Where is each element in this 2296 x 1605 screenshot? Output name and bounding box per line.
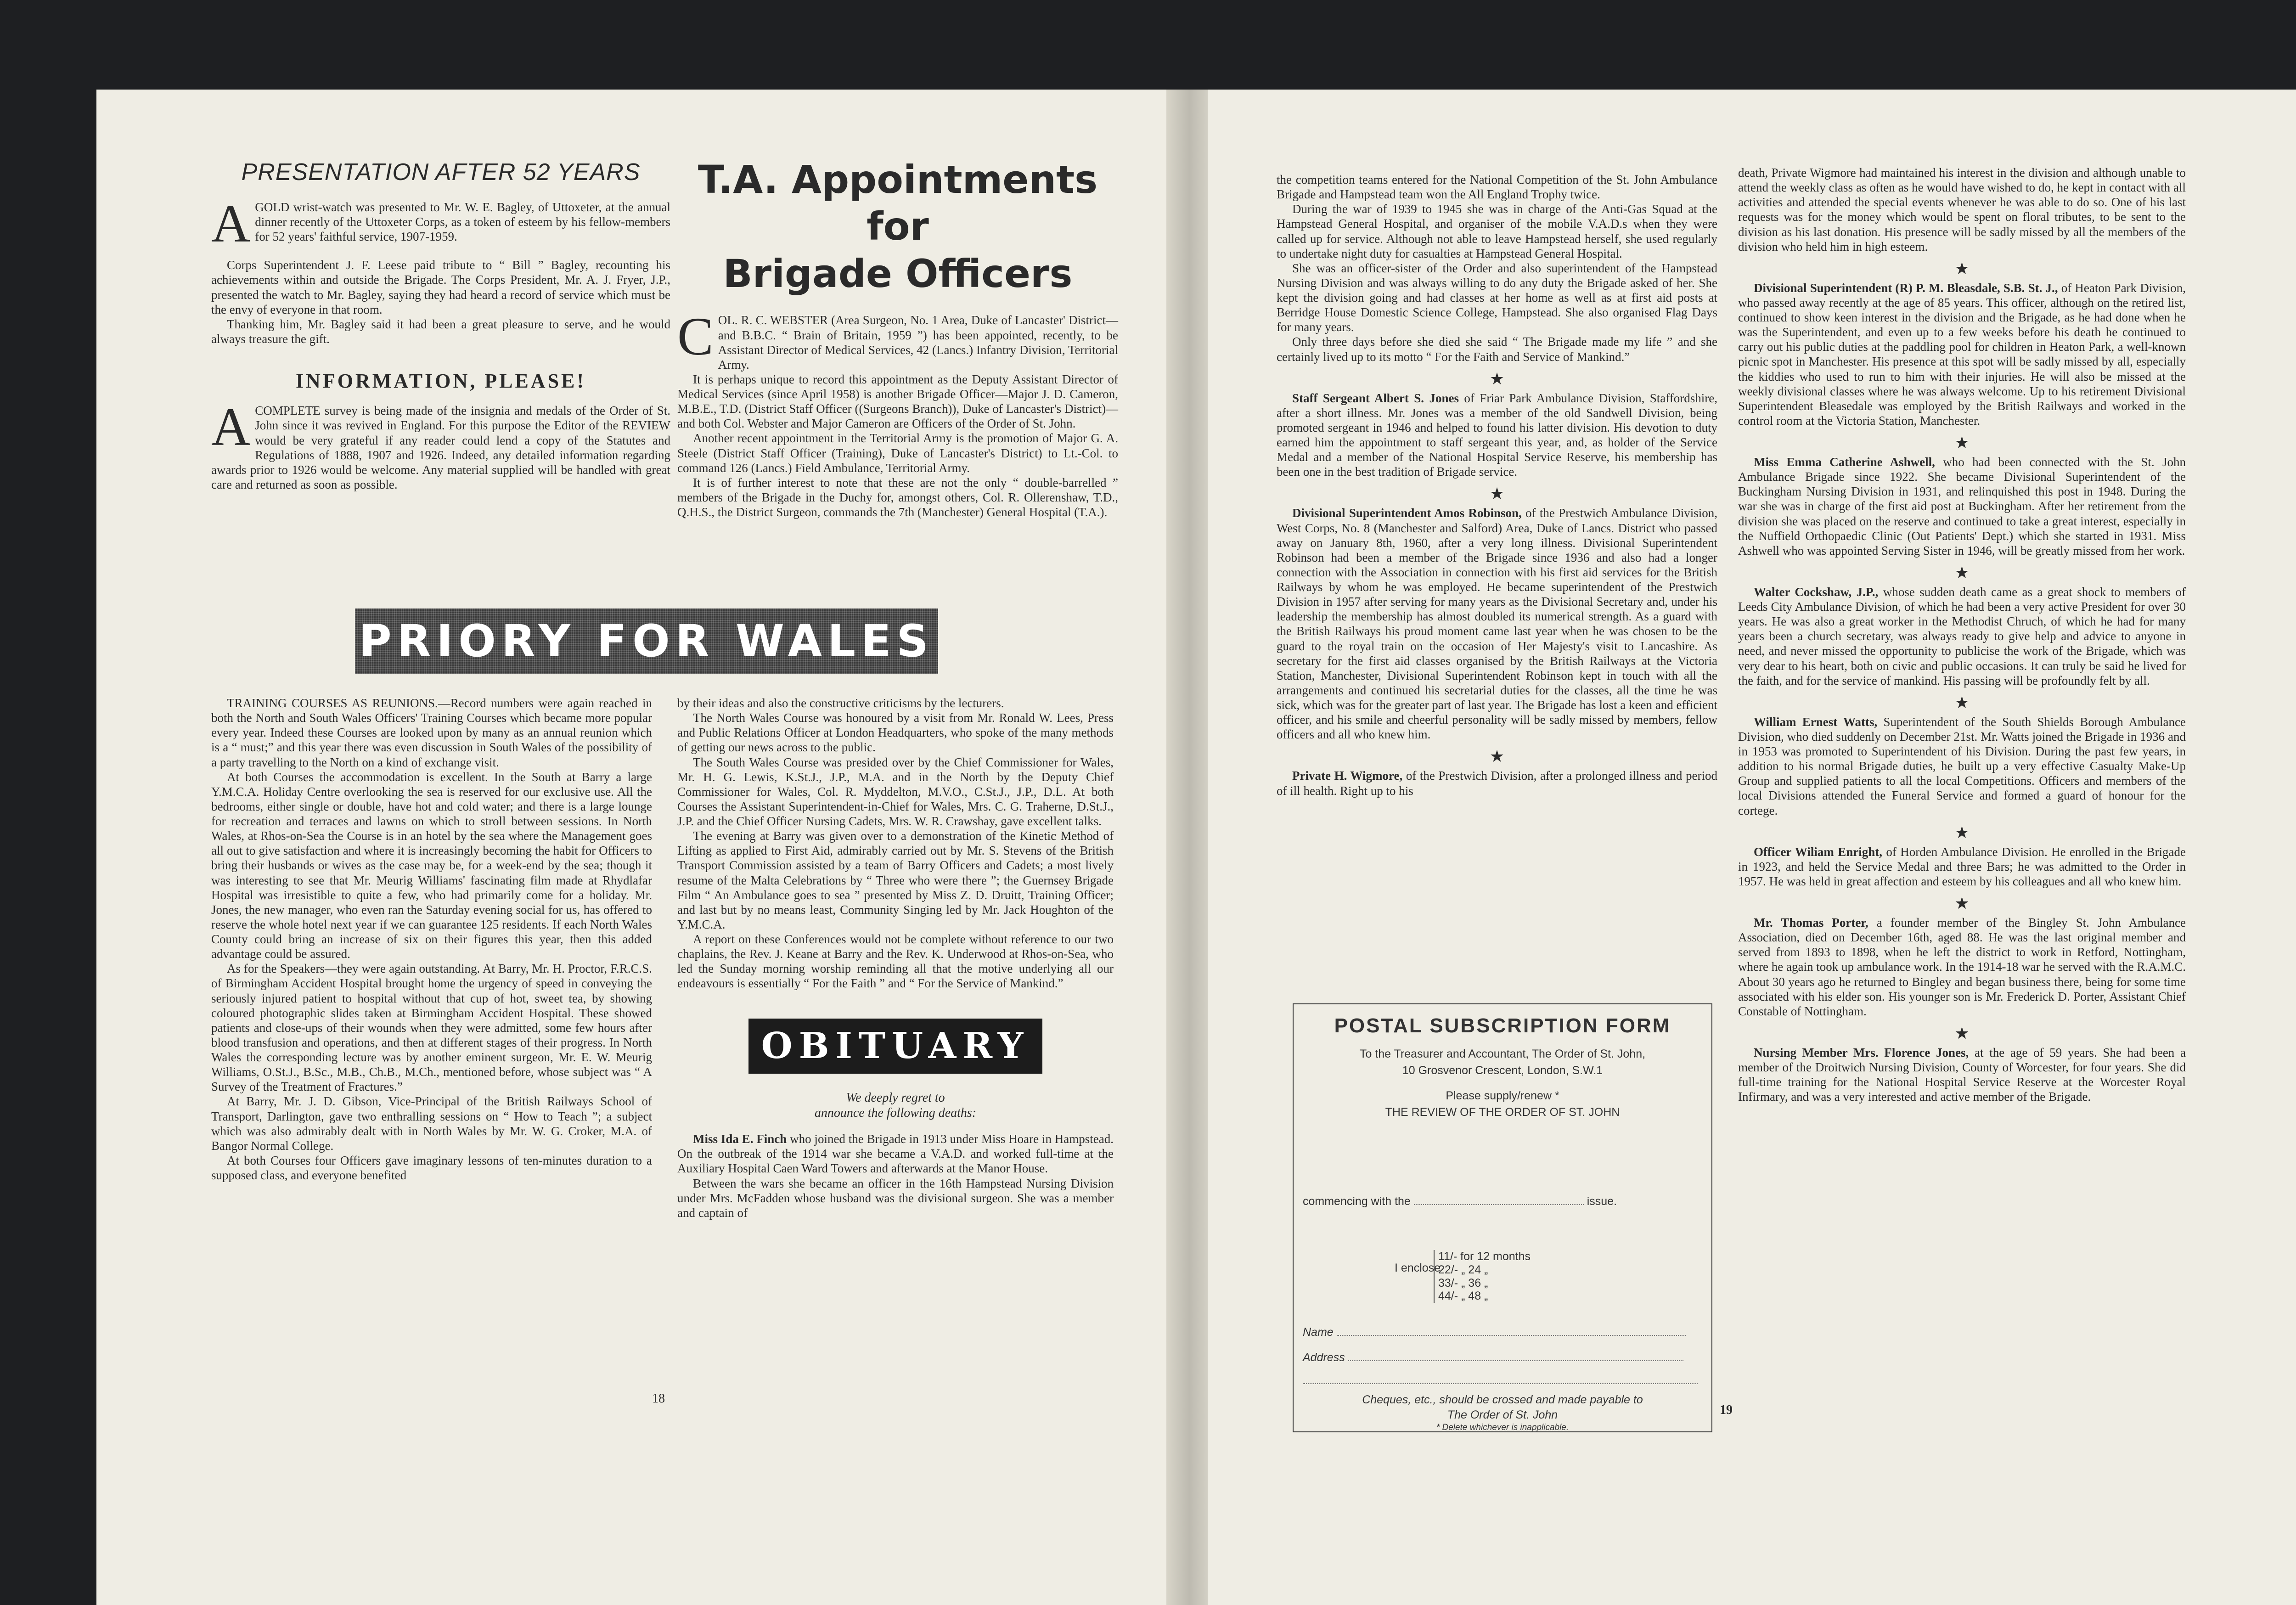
enclose-options xyxy=(1434,1250,1531,1303)
presentation-p1: GOLD wrist-watch was presented to Mr. W. E. Bagley, of Uttoxeter, at the annual dinner recently of the Uttoxeter Corps, as a token of esteem by his fellow-members for 52 years' faithful service, 1907-1959. xyxy=(255,200,670,244)
option-48-months[interactable]: 44/- „ 48 „ xyxy=(1438,1290,1488,1303)
wales-p2: At both Courses the accommodation is excellent. In the South at Barry a large Y.M.C.A. Holiday Centre overlooking the sea is reserved for our exclusive use. All the bedrooms, either single or double, have hot and cold water; and there is a large lounge for recreation and terraces and lawns on which to stroll between sessions. In North Wales, at Rhos-on-Sea the Course is in an hotel by the sea where the Management goes all out to give satisfaction and where it is increasingly becoming the habit for Officers to bring their husbands or wives as the case may be, for a week-end by the sea; though it was interesting to see that Mr. Meurig Williams' fascinating film made at Rhydlafar Hospital was irresistible to quite a few, who had primarily come for a holiday. Mr. Jones, the new manager, who even ran the Saturday evening social for us, has offered to reserve the whole hotel next year if we can guarantee 125 residents. If each North Wales County could bring an increase of six on their figures this year, then this added advantage could be assured. xyxy=(211,770,652,961)
priory-banner: PRIORY FOR WALES xyxy=(355,608,938,674)
presentation-heading: PRESENTATION AFTER 52 YEARS xyxy=(241,159,641,186)
wales-c2-p3: The South Wales Course was presided over by the Chief Commissioner for Wales, Mr. H. G. Lewis, K.St.J., J.P., M.A. and in the North by the Deputy Chief Commissioner for Wales, Col. R. Myddelton, M.V.O., C.St.J., J.P., D.L. At both Courses the Assistant Superintendent-in-Chief for Wales, Mrs. C. G. Traherne, D.St.J., J.P. and the Chief Officer Nursing Cadets, Mrs. W. R. Crawshay, gave excellent talks. xyxy=(677,755,1114,828)
wales-p5: At both Courses four Officers gave imaginary lessons of ten-minutes duration to a supposed class, and everyone benefited xyxy=(211,1153,652,1182)
right-column-1 xyxy=(1277,172,1717,798)
watts-name: William Ernest Watts, xyxy=(1754,715,1878,729)
dropcap: A xyxy=(211,193,251,253)
obituary-banner: OBITUARY xyxy=(748,1019,1042,1074)
issue-field[interactable] xyxy=(1414,1204,1584,1205)
dropcap: C xyxy=(677,306,714,367)
watts-text: Superintendent of the South Shields Borough Ambulance Division, who died suddenly on December 21st. Mr. Watts joined the Brigade in 1936 and in 1953 was promoted to Superintendent of his Division. During the past few years, in addition to his normal Brigade duties, he built up a very effective Casualty Make-Up Group and supplied patients to all the local Competitions. Officers and members of the local Divisions attended the Funeral Service and formed a guard of honour for the cortege. xyxy=(1738,715,2186,817)
cheques-line2: The Order of St. John xyxy=(1447,1408,1558,1421)
wales-p4: At Barry, Mr. J. D. Gibson, Vice-Principal of the British Railways School of Transport, Darlington, gave two enthralling sessions on “ How to Teach ”; a subject which was also admirably dealt with in North Wales by Mr. W. G. Croker, M.A. of Bangor Normal College. xyxy=(211,1094,652,1153)
wales-column-2 xyxy=(677,696,1114,1220)
florence-jones-text: at the age of 59 years. She had been a member of the Droitwich Nursing Division, County of Worcester, for four years. She did full-time training for the National Hospital Service Reserve at the Worcester Royal Infirmary, and was a very interested and active member of the Brigade. xyxy=(1738,1045,2186,1104)
presentation-p3: Thanking him, Mr. Bagley said it had been a great pleasure to serve, and he would always treasure the gift. xyxy=(211,317,670,346)
finch-p2: Between the wars she became an officer in the 16th Hampstead Nursing Division under Mrs. McFadden whose husband was the divisional surgeon. She was a member and captain of xyxy=(677,1176,1114,1220)
commencing-label: commencing with the xyxy=(1303,1195,1411,1208)
jones-text: of Friar Park Ambulance Division, Staffordshire, after a short illness. Mr. Jones was a member of the old Sandwell Division, being promoted sergeant in 1946 and helped to found his latter division. His devotion to duty earned him the appointment to staff sergeant this year, and, as holder of the Service Medal and a member of the National Hospital Service Reserve, his membership has been one in the best tradition of Brigade service. xyxy=(1277,391,1717,479)
presentation-p2: Corps Superintendent J. F. Leese paid tribute to “ Bill ” Bagley, recounting his achievements within and outside the Brigade. The Corps President, Mr. A. J. Fryer, J.P., presented the watch to Mr. Bagley, saying they had heard a record of service which must be the envy of everyone in that room. xyxy=(211,258,670,316)
form-supply-line: Please supply/renew * xyxy=(1446,1089,1559,1102)
regret-line1: We deeply regret to xyxy=(846,1090,945,1105)
cockshaw-name: Walter Cockshaw, J.P., xyxy=(1754,585,1879,599)
right-column-2 xyxy=(1738,165,2186,1104)
wales-c2-p2: The North Wales Course was honoured by a visit from Mr. Ronald W. Lees, Press and Public Relations Officer at London Headquarters, who spoke of the many methods of getting our news across to the public. xyxy=(677,711,1114,755)
enclose-label: I enclose xyxy=(1395,1261,1441,1274)
ta-p4: It is of further interest to note that these are not the only “ double-barrelled ” members of the Brigade in the Duchy for, amongst others, Col. R. Ollerenshaw, T.D., Q.H.S., the District Surgeon, commands the 7th (Manchester) General Hospital (T.A.). xyxy=(677,475,1118,519)
finch-name: Miss Ida E. Finch xyxy=(693,1132,787,1146)
porter-text: a founder member of the Bingley St. John Ambulance Association, died on December 16th, aged 88. He was the last original member and served from 1893 to 1898, when he left the district to work in Retford, Nottingham, where he again took up ambulance work. In the 1914-18 war he served with the R.A.M.C. About 30 years ago he returned to Bingley and began business there, being for some time associated with his elder son. His younger son is Mr. Frederick D. Porter, Assistant Chief Constable of Nottingham. xyxy=(1738,916,2186,1018)
address-row xyxy=(1303,1351,1702,1364)
address-row-2 xyxy=(1303,1374,1702,1387)
wales-c2-p5: A report on these Conferences would not be complete without reference to our two chaplains, the Rev. J. Keane at Barry and the Rev. K. Underwood at Rhos-on-Sea, who led the Sunday morning worship reminding all that the motive underlying all our endeavours is essentially “ For the Faith ” and “ For the Service of Mankind.” xyxy=(677,932,1114,991)
obituary-regret xyxy=(677,1090,1114,1121)
cheques-line1: Cheques, etc., should be crossed and made payable to xyxy=(1362,1393,1643,1406)
delete-note: * Delete whichever is inapplicable. xyxy=(1436,1423,1569,1432)
robinson-name: Divisional Superintendent Amos Robinson, xyxy=(1292,506,1522,520)
wigmore-text: of the Prestwich Division, after a prolonged illness and period of ill health. Right up to his xyxy=(1277,769,1717,798)
wales-p1: TRAINING COURSES AS REUNIONS.—Record numbers were again reached in both the North and South Wales Officers' Training Courses which became more popular every year. Indeed these Courses are looked upon by many as an annual reunion which is a “ must;” and this year there was even discussion in South Wales of the possibility of a party travelling to the North on a kind of exchange visit. xyxy=(211,696,652,769)
porter-name: Mr. Thomas Porter, xyxy=(1754,916,1868,929)
florence-jones-name: Nursing Member Mrs. Florence Jones, xyxy=(1754,1045,1969,1059)
wigmore-cont: death, Private Wigmore had maintained his interest in the division and although unable to attend the weekly class as often as he would have wished to do, he kept in contact with all activities and attended the special events whenever he was able to do so. One of his last requests was for the money which would be spent on floral tributes, to be sent to the division as his last donation. His presence will be sadly missed by all the members of the division who held him in high esteem. xyxy=(1738,166,2186,253)
commencing-row xyxy=(1303,1195,1702,1208)
robinson-text: of the Prestwich Ambulance Division, West Corps, No. 8 (Manchester and Salford) Area, Duke of Lancs. District who passed away on January 8th, 1960, after a very long illness. Divisional Superintendent Robinson had been a member of the Brigade since 1936 and also had a longer connection with the Association in connection with his first aid services for the British Railways by whom he was employed. He became superintendent of the Prestwich Division in 1957 after serving for many years as the Divisional Secretary and, under his leadership the membership has almost doubled its numerical strength. As a guard with the British Railways his proud moment came last year when he was chosen to be the guard to the royal train on the occasion of Her Majesty's visit to Lancashire. As secretary for the first aid classes organised by the British Railways at the Victoria Station, Manchester, Divisional Superintendent Robinson kept in touch with all the arrangements and continued his secretarial duties for the classes, all the time he was sick, which was for the greater part of last year. The Brigade has lost a keen and efficient officer, and his smile and cheerful personality will be sadly missed by members, fellow officers and all who knew him. xyxy=(1277,506,1718,742)
address-field[interactable] xyxy=(1348,1360,1683,1361)
enright-name: Officer Wiliam Enright, xyxy=(1754,845,1882,859)
finch-cont-p2: During the war of 1939 to 1945 she was in charge of the Anti-Gas Squad at the Hampstead General Hospital, and organiser of the mobile V.A.D.s when they were called up for service. Although not able to leave Hampstead herself, she used regularly to undertake night duty for casualties at Hampstead General Hospital. xyxy=(1277,202,1717,260)
star-divider: ★ xyxy=(1954,823,1970,842)
star-divider: ★ xyxy=(1954,259,1970,278)
option-12-months[interactable]: 11/- for 12 months xyxy=(1438,1250,1531,1263)
ta-heading-line2: Brigade Officers xyxy=(723,251,1073,296)
wales-p3: As for the Speakers—they were again outstanding. At Barry, Mr. H. Proctor, F.R.C.S. of Birmingham Accident Hospital brought home the urgency of speed in conveying the seriously injured patient to hospital without that cup of hot, sweet tea, by showing coloured photographic slides taken at Birmingham Accident Hospital. These showed patients and close-ups of their wounds when they were admitted, some few hours after blood transfusion and operations, and then at different stages of their progress. In North Wales the corresponding lecture was by another eminent surgeon, Mr. E. W. Meurig Williams, O.St.J., B.Sc., M.B., Ch.B., M.Ch., mentioned before, whose subject was “ A Survey of the Treatment of Fractures.” xyxy=(211,962,652,1094)
form-address-line2: 10 Grosvenor Crescent, London, S.W.1 xyxy=(1402,1064,1603,1077)
postal-subscription-form xyxy=(1293,1003,1712,1432)
information-p1: COMPLETE survey is being made of the insignia and medals of the Order of St. John since it was revived in England. For this purpose the Editor of the REVIEW would be very grateful if any reader could lend a copy of the Statutes and Regulations of 1888, 1907 and 1926. Indeed, any detailed information regarding awards prior to 1926 would be welcome. Any material supplied will be handled with great care and returned as soon as possible. xyxy=(211,404,670,491)
bleasdale-name: Divisional Superintendent (R) P. M. Bleasdale, S.B. St. J., xyxy=(1754,281,2058,295)
presentation-article xyxy=(211,158,670,492)
wales-c2-p4: The evening at Barry was given over to a demonstration of the Kinetic Method of Lifting as applied to First Aid, admirably carried out by Mr. S. Stevens of the British Transport Commission assisted by a team of Barry Officers and Cadets; a most lively resume of the Malta Celebrations by “ Three who were there ”; the Guernsey Brigade Film “ An Ambulance goes to sea ” presented by Miss Z. D. Druitt, Training Officer; and last but by no means least, Community Singing led by Mr. Jack Houghton of the Y.M.C.A. xyxy=(677,829,1114,931)
ta-article xyxy=(677,156,1118,519)
information-heading: INFORMATION, PLEASE! xyxy=(295,370,586,392)
name-row xyxy=(1303,1326,1702,1339)
star-divider: ★ xyxy=(1954,1024,1970,1042)
name-label: Name xyxy=(1303,1326,1334,1339)
star-divider: ★ xyxy=(1954,693,1970,712)
cheques-note xyxy=(1303,1392,1702,1434)
star-divider: ★ xyxy=(1954,434,1970,452)
name-field[interactable] xyxy=(1337,1335,1686,1336)
option-36-months[interactable]: 33/- „ 36 „ xyxy=(1438,1276,1488,1290)
address-label: Address xyxy=(1303,1351,1345,1364)
form-review-title: THE REVIEW OF THE ORDER OF ST. JOHN xyxy=(1385,1105,1620,1119)
cockshaw-text: whose sudden death came as a great shock to members of Leeds City Ambulance Division, of which he had been a very active President for over 30 years. He was also a great worker in the Methodist Chruch, of which he had for many years been a church secretary, was always ready to give help and advice to anyone in need, and never missed the opportunity to publicise the work of the Brigade, which was very dear to his heart, both on civic and public occasions. It can truly be said he lived for the faith, and for the service of mankind. His passing will be profoundly felt by all. xyxy=(1738,585,2186,687)
ta-p1: OL. R. C. WEBSTER (Area Surgeon, No. 1 Area, Duke of Lancaster' District—and B.B.C. “ Brain of Britain, 1959 ”) has been appointed, recently, to be Assistant Director of Medical Services, 42 (Lancs.) Infantry Division, Territorial Army. xyxy=(718,313,1118,372)
ta-heading xyxy=(677,156,1118,297)
bleasdale-text: of Heaton Park Division, who passed away recently at the age of 85 years. This officer, although on the retired list, continued to show keen interest in the division and the Brigade, as he had done when he was the Superintendent, and even up to a few weeks before his death he continued to carry out his public duties at the paddling pool for children in Heaton Park, a well-known picnic spot in Manchester. His presence at this spot will be sadly missed by all, especially the kiddies who used to run to him with their injuries. He will also be missed at the weekly divisional classes where he was always welcome. Up to his retirement Divisional Superintendent Bleasedale was employed by the British Railways and worked in the control room at the Victoria Station, Manchester. xyxy=(1738,281,2186,428)
page-number-right: 19 xyxy=(1720,1403,1733,1417)
star-divider: ★ xyxy=(1954,563,1970,582)
ta-heading-line1: T.A. Appointments for xyxy=(698,157,1098,249)
page-number-left: 18 xyxy=(652,1391,665,1406)
star-divider: ★ xyxy=(1489,484,1505,503)
finch-p1: who joined the Brigade in 1913 under Miss Hoare in Hampstead. On the outbreak of the 1914 war she became a V.A.D. and worked full-time at the Auxiliary Hospital Caen Ward Towers and afterwards at the Manor House. xyxy=(677,1132,1114,1176)
form-address-line1: To the Treasurer and Accountant, The Order of St. John, xyxy=(1359,1047,1646,1060)
jones-name: Staff Sergeant Albert S. Jones xyxy=(1292,391,1459,405)
wigmore-name: Private H. Wigmore, xyxy=(1292,769,1403,783)
ta-p3: Another recent appointment in the Territorial Army is the promotion of Major G. A. Steele (District Staff Officer (Training), Duke of Lancaster's District) to Lt.-Col. to command 126 (Lancs.) Field Ambulance, Territorial Army. xyxy=(677,431,1118,475)
address-field-2[interactable] xyxy=(1303,1383,1698,1384)
ashwell-text: who had been connected with the St. John Ambulance Brigade since 1922. She became Divisional Superintendent of the Buckingham Nursing Division in 1931, and relinquished this post in 1948. During the war she was in charge of the first aid post at Buckingham. After her retirement from the division she was placed on the reserve and continued to take a great interest, especially in the Nuffield Orthopaedic Clinic (Out Patients' Dept.) which she started in 1931. Miss Ashwell who was appointed Serving Sister in 1946, will be greatly missed from her work. xyxy=(1738,455,2186,558)
issue-label: issue. xyxy=(1587,1195,1617,1208)
regret-line2: announce the following deaths: xyxy=(814,1105,977,1120)
option-24-months[interactable]: 22/- „ 24 „ xyxy=(1438,1263,1488,1276)
ashwell-name: Miss Emma Catherine Ashwell, xyxy=(1754,455,1935,469)
finch-cont-p3: She was an officer-sister of the Order and also superintendent of the Hampstead Nursing Division and was always willing to do any duty the Brigade asked of her. She kept the division going and had classes at her home as well as at first aid posts at Berridge House Domestic Science College, Hampstead. She also organised Flag Days for many years. xyxy=(1277,261,1717,334)
finch-cont-p1: the competition teams entered for the National Competition of the St. John Ambulance Brigade and Hampstead team won the All England Trophy twice. xyxy=(1277,173,1717,202)
star-divider: ★ xyxy=(1489,747,1505,766)
spine xyxy=(1166,90,1212,1605)
dropcap: A xyxy=(211,397,251,457)
enright-text: of Horden Ambulance Division. He enrolled in the Brigade in 1923, and held the Service Medal and three Bars; he was admitted to the Order in 1957. He was held in great affection and esteem by his colleagues and all who knew him. xyxy=(1738,845,2186,888)
wales-c2-p1: by their ideas and also the constructive criticisms by the lecturers. xyxy=(677,696,1004,710)
wales-column-1 xyxy=(211,696,652,1183)
ta-p2: It is perhaps unique to record this appointment as the Deputy Assistant Director of Medical Services (since April 1958) is another Brigade Officer—Major J. D. Cameron, M.B.E., T.D. (District Staff Officer ((Surgeons Branch)), Duke of Lancaster's District)—and both Col. Webster and Major Cameron are Officers of the Order of St. John. xyxy=(677,372,1118,431)
star-divider: ★ xyxy=(1954,894,1970,912)
form-title: POSTAL SUBSCRIPTION FORM xyxy=(1334,1014,1671,1037)
star-divider: ★ xyxy=(1489,369,1505,388)
finch-cont-p4: Only three days before she died she said “ The Brigade made my life ” and she certainly lived up to its motto “ For the Faith and Service of Mankind.” xyxy=(1277,335,1717,364)
